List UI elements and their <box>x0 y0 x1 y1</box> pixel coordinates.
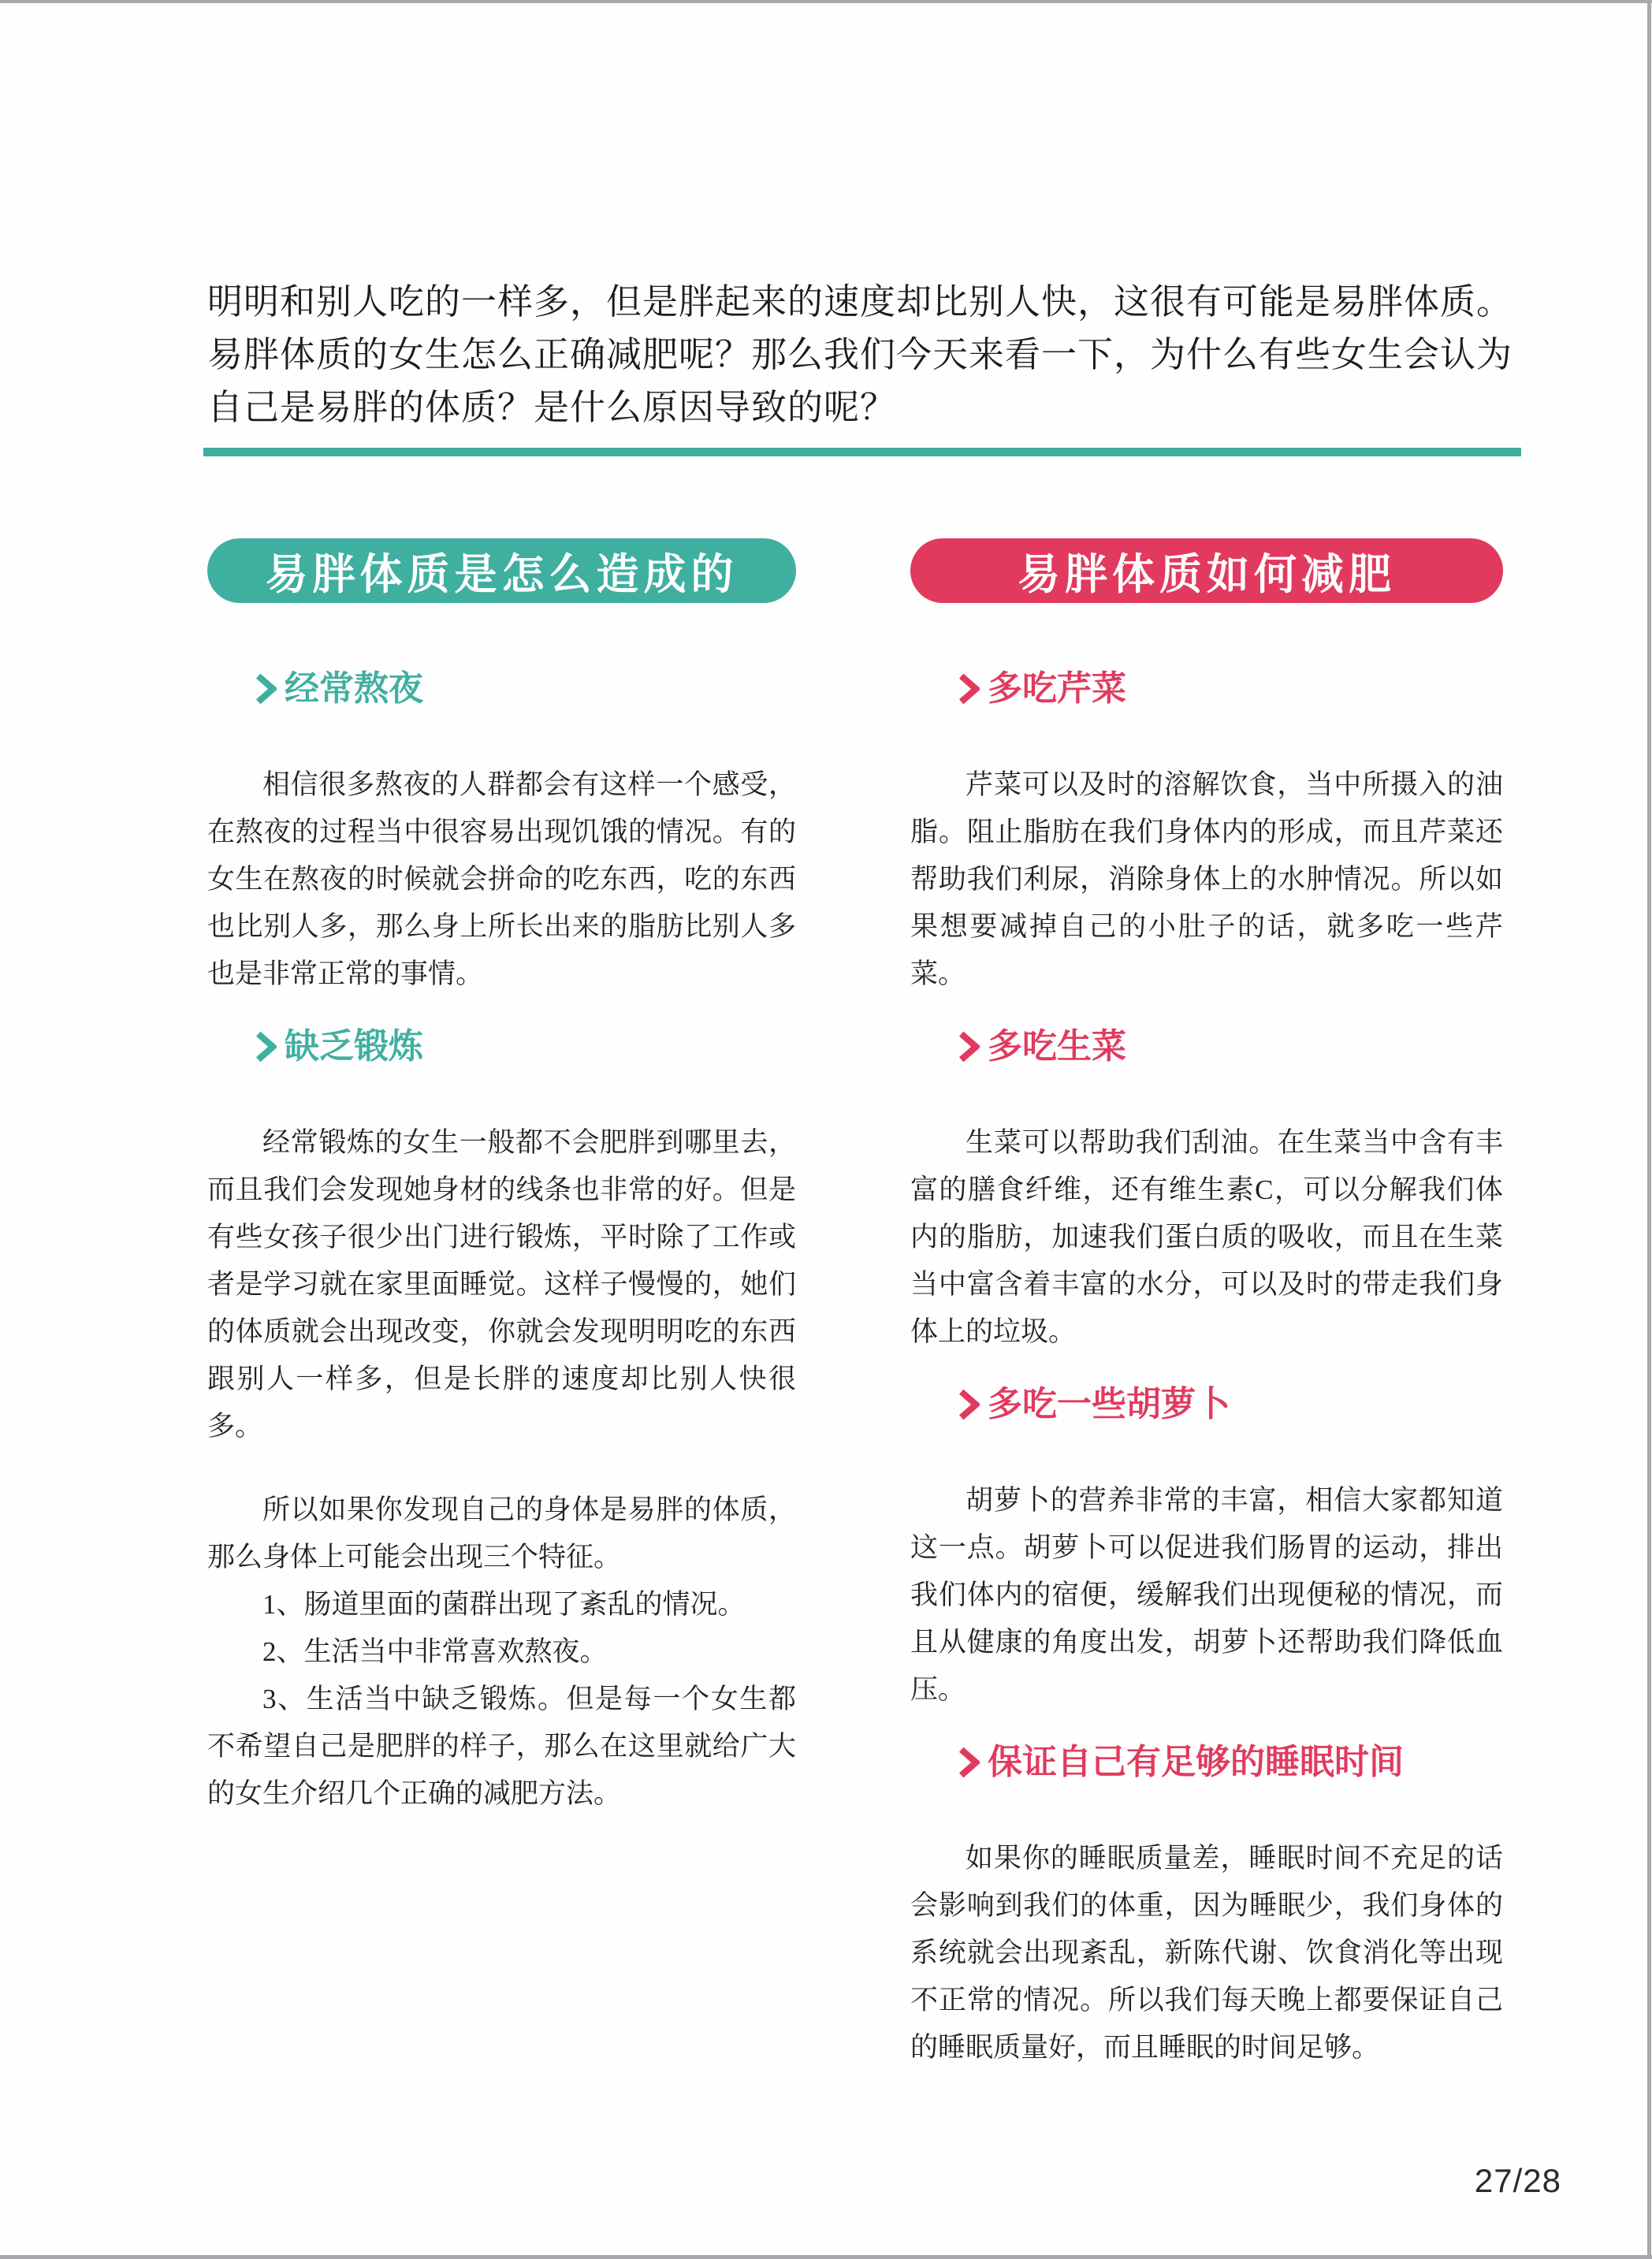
chevron-right-icon <box>958 1031 980 1063</box>
chevron-right-icon <box>255 673 277 705</box>
heading-lack-of-exercise <box>207 1029 796 1064</box>
heading-label: 多吃生菜 <box>988 1027 1126 1066</box>
page-edge-bottom <box>0 2255 1652 2259</box>
heading-label: 保证自己有足够的睡眠时间 <box>988 1743 1404 1781</box>
two-column-layout <box>207 538 1503 2071</box>
column-causes <box>207 538 796 2071</box>
column-how-to-lose-weight <box>910 538 1503 2071</box>
heading-eat-celery <box>910 669 1503 708</box>
paragraph-enough-sleep: 如果你的睡眠质量差，睡眠时间不充足的话会影响到我们的体重，因为睡眠少，我们身体的系统就会出现紊乱，新陈代谢、饮食消化等出现不正常的情况。所以我们每天晚上都要保证自己的睡眠质量好，而且睡眠的时间足够。 <box>910 1843 1503 2063</box>
list-item-likes-staying-up: 2、生活当中非常喜欢熬夜。 <box>262 1636 608 1667</box>
left-column-header-pill: 易胖体质是怎么造成的 <box>207 538 796 603</box>
page-edge-top <box>0 0 1652 3</box>
chevron-right-icon <box>255 1031 277 1063</box>
heading-eat-carrots <box>910 1387 1503 1422</box>
paragraph-eat-lettuce: 生菜可以帮助我们刮油。在生菜当中含有丰富的膳食纤维，还有维生素C，可以分解我们体内的脂肪，加速我们蛋白质的吸收，而且在生菜当中富含着丰富的水分，可以及时的带走我们身体上的垃圾。 <box>910 1127 1503 1347</box>
list-item-lacks-exercise: 3、生活当中缺乏锻炼。但是每一个女生都不希望自己是肥胖的样子，那么在这里就给广大的女生介绍几个正确的减肥方法。 <box>207 1684 796 1809</box>
heading-eat-lettuce <box>910 1029 1503 1064</box>
chevron-right-icon <box>958 673 980 705</box>
chevron-right-icon <box>958 1389 980 1420</box>
paragraph-lack-of-exercise: 经常锻炼的女生一般都不会肥胖到哪里去，而且我们会发现她身材的线条也非常的好。但是有些女孩子很少出门进行锻炼，平时除了工作或者是学习就在家里面睡觉。这样子慢慢的，她们的体质就会出现改变，你就会发现明明吃的东西跟别人一样多，但是长胖的速度却比别人快很多。 <box>207 1127 796 1442</box>
paragraph-three-traits-lead: 所以如果你发现自己的身体是易胖的体质，那么身体上可能会出现三个特征。 <box>207 1494 796 1572</box>
heading-label: 缺乏锻炼 <box>285 1027 423 1066</box>
paragraph-eat-celery: 芹菜可以及时的溶解饮食，当中所摄入的油脂。阻止脂肪在我们身体内的形成，而且芹菜还帮助我们利尿，消除身体上的水肿情况。所以如果想要减掉自己的小肚子的话，就多吃一些芹菜。 <box>910 769 1503 989</box>
heading-label: 经常熬夜 <box>285 669 423 708</box>
heading-label: 多吃一些胡萝卜 <box>988 1385 1230 1424</box>
right-column-header-pill: 易胖体质如何减肥 <box>910 538 1503 603</box>
heading-label: 多吃芹菜 <box>988 669 1126 708</box>
paragraph-stay-up-late: 相信很多熬夜的人群都会有这样一个感受，在熬夜的过程当中很容易出现饥饿的情况。有的女生在熬夜的时候就会拼命的吃东西，吃的东西也比别人多，那么身上所长出来的脂肪比别人多也是非常正常的事情。 <box>207 769 796 989</box>
teal-divider-rule <box>203 448 1521 456</box>
page-number: 27/28 <box>1474 2162 1561 2199</box>
chevron-right-icon <box>958 1747 980 1778</box>
heading-stay-up-late <box>207 669 796 708</box>
page-edge-right <box>1647 0 1651 2259</box>
heading-enough-sleep <box>910 1745 1503 1780</box>
intro-paragraph: 明明和别人吃的一样多，但是胖起来的速度却比别人快，这很有可能是易胖体质。易胖体质的女生怎么正确减肥呢？那么我们今天来看一下，为什么有些女生会认为自己是易胖的体质？是什么原因导致的呢？ <box>207 281 1513 427</box>
list-item-gut-flora: 1、肠道里面的菌群出现了紊乱的情况。 <box>262 1589 746 1620</box>
paragraph-eat-carrots: 胡萝卜的营养非常的丰富，相信大家都知道这一点。胡萝卜可以促进我们肠胃的运动，排出我们体内的宿便，缓解我们出现便秘的情况，而且从健康的角度出发，胡萝卜还帮助我们降低血压。 <box>910 1485 1503 1705</box>
